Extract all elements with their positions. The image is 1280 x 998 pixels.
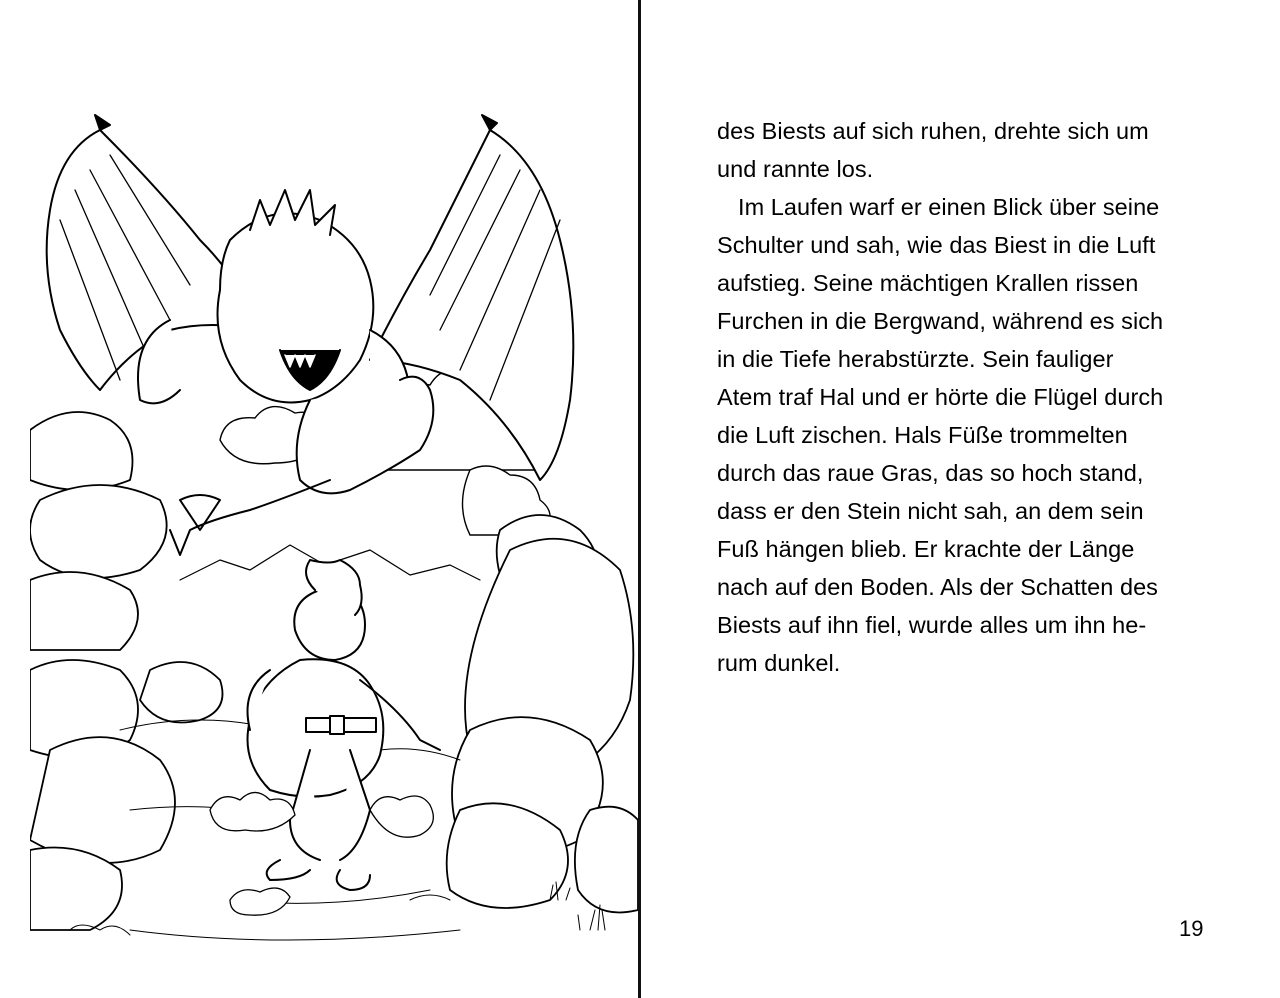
text-line: die Luft zischen. Hals Füße trommelten [717, 422, 1128, 448]
dust-clouds [210, 793, 433, 916]
running-hero [248, 560, 441, 890]
text-line: des Biests auf sich ruhen, drehte sich um [717, 118, 1149, 144]
dragon-chase-illustration [30, 110, 638, 960]
text-line: Furchen in die Bergwand, während es sich [717, 308, 1164, 334]
text-line: nach auf den Boden. Als der Schatten des [717, 574, 1158, 600]
text-line: Im Laufen warf er einen Blick über seine [738, 194, 1160, 220]
text-line: in die Tiefe herabstürzte. Sein fauliger [717, 346, 1114, 372]
rocks-right [447, 515, 638, 913]
text-line: Schulter und sah, wie das Biest in die Luft [717, 232, 1156, 258]
body-text [717, 112, 1217, 682]
right-page [641, 0, 1280, 998]
left-page [0, 0, 638, 998]
rocks-left [30, 412, 223, 930]
text-line: Biests auf ihn fiel, wurde alles um ihn he- [717, 612, 1147, 638]
text-line: rum dunkel. [717, 650, 841, 676]
page-number: 19 [1179, 916, 1204, 941]
text-line: durch das raue Gras, das so hoch stand, [717, 460, 1144, 486]
text-line: und rannte los. [717, 156, 874, 182]
text-line: Fuß hängen blieb. Er krachte der Länge [717, 536, 1135, 562]
text-line: dass er den Stein nicht sah, an dem sein [717, 498, 1144, 524]
text-line: aufstieg. Seine mächtigen Krallen rissen [717, 270, 1139, 296]
text-line: Atem traf Hal und er hörte die Flügel durch [717, 384, 1164, 410]
